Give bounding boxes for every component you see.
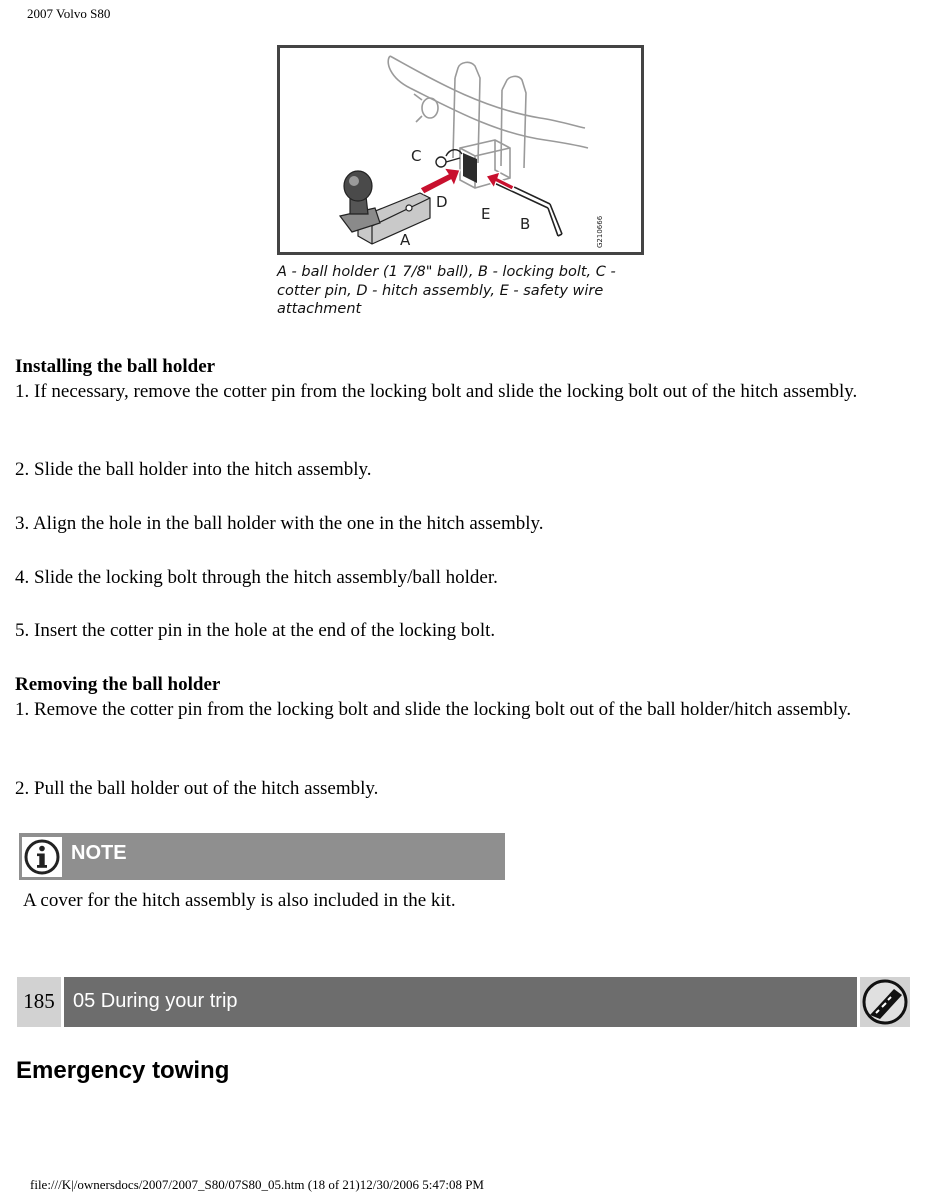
label-a: A — [400, 231, 411, 249]
note-label: NOTE — [71, 842, 127, 864]
label-c: C — [411, 147, 422, 165]
figure-code: G210666 — [596, 215, 604, 248]
label-b: B — [520, 215, 531, 233]
note-header — [19, 833, 505, 880]
page-number: 185 — [17, 977, 61, 1027]
info-icon — [22, 837, 62, 877]
note-text: A cover for the hitch assembly is also included in the kit. — [23, 890, 456, 911]
installing-step-1: 1. If necessary, remove the cotter pin from the locking bolt and slide the locking bolt out of the hitch assembly. — [15, 381, 858, 402]
emergency-towing-heading: Emergency towing — [16, 1057, 230, 1084]
removing-step-1: 1. Remove the cotter pin from the locking bolt and slide the locking bolt out of the ball holder/hitch assembly. — [15, 699, 852, 720]
installing-step-4: 4. Slide the locking bolt through the hitch assembly/ball holder. — [15, 567, 498, 588]
installing-step-2: 2. Slide the ball holder into the hitch assembly. — [15, 459, 372, 480]
chapter-title: 05 During your trip — [64, 977, 857, 1027]
installing-heading: Installing the ball holder — [15, 356, 216, 377]
label-e: E — [481, 205, 491, 223]
installing-step-3: 3. Align the hole in the ball holder with the one in the hitch assembly. — [15, 513, 544, 534]
hitch-drawing — [280, 48, 641, 252]
label-d: D — [436, 193, 448, 211]
figure-caption: A - ball holder (1 7/8" ball), B - locking bolt, C - cotter pin, D - hitch assembly, E - safety wire attachment — [277, 264, 616, 317]
hitch-illustration — [277, 45, 644, 255]
removing-step-2: 2. Pull the ball holder out of the hitch assembly. — [15, 778, 379, 799]
road-icon — [860, 977, 910, 1027]
chapter-bar — [17, 977, 910, 1027]
installing-step-5: 5. Insert the cotter pin in the hole at the end of the locking bolt. — [15, 620, 496, 641]
removing-heading: Removing the ball holder — [15, 674, 221, 695]
document-header-title: 2007 Volvo S80 — [27, 6, 111, 21]
footer-file-path: file:///K|/ownersdocs/2007/2007_S80/07S80_05.htm (18 of 21)12/30/2006 5:47:08 PM — [30, 1177, 484, 1192]
